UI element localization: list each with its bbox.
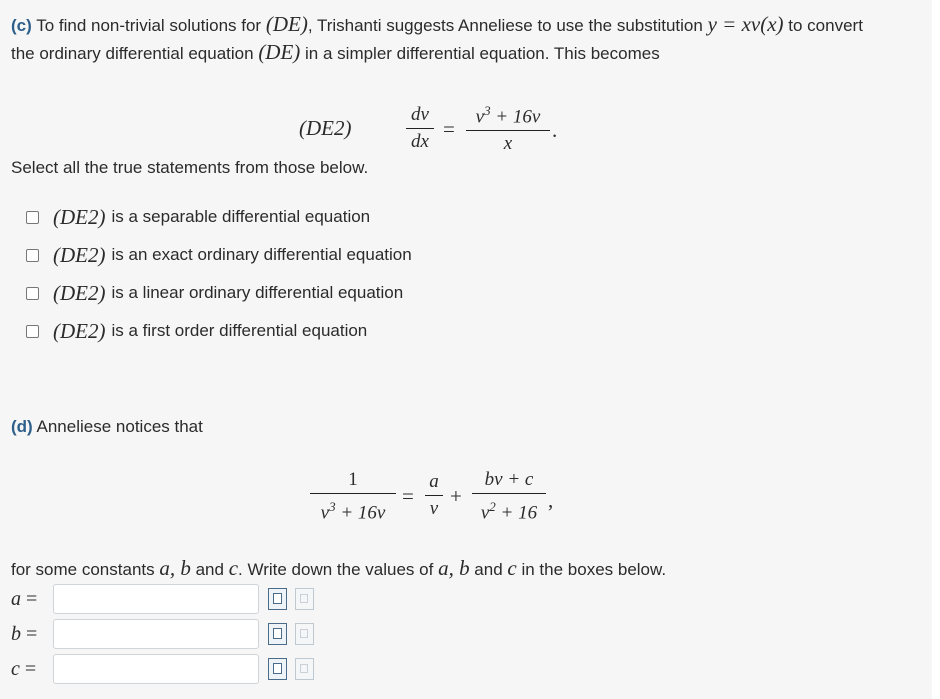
de2-rhs-denominator: x — [503, 133, 513, 155]
part-c-intro-line1 — [11, 12, 863, 37]
de2-period: . — [552, 118, 558, 142]
option-exact[interactable] — [26, 240, 412, 270]
pf-plus: + — [450, 484, 462, 508]
de2-rhs-fraction — [466, 100, 550, 155]
option-math: (DE2) — [53, 318, 106, 343]
answer-row-a — [11, 582, 314, 616]
part-c-intro-text4: the ordinary differential equation — [11, 44, 254, 63]
de-symbol: (DE) — [265, 12, 308, 36]
pf-lhs-numerator: 1 — [348, 469, 358, 490]
dvdx-numerator: dv — [411, 104, 429, 125]
preview-icon[interactable] — [295, 658, 314, 680]
answer-row-b — [11, 617, 314, 651]
option-first-order[interactable] — [26, 316, 367, 346]
part-d-instructions: for some constants a, b and c. Write down the values of a, b and c in the boxes below. — [11, 556, 667, 580]
pf-comma: , — [548, 488, 554, 512]
option-separable[interactable] — [26, 202, 370, 232]
part-c-intro-text1: To find non-trivial solutions for — [36, 16, 262, 35]
pf-term1-numerator: a — [429, 471, 439, 492]
select-prompt: Select all the true statements from those below. — [11, 158, 369, 177]
part-c-intro-text3: to convert — [788, 16, 863, 35]
checkbox[interactable] — [26, 249, 39, 262]
checkbox[interactable] — [26, 211, 39, 224]
answer-row-c — [11, 652, 314, 686]
checkbox[interactable] — [26, 287, 39, 300]
formula-editor-icon[interactable] — [268, 658, 287, 680]
option-text: is a linear ordinary differential equation — [111, 283, 404, 302]
dvdx-denominator: dx — [411, 131, 429, 152]
preview-icon[interactable] — [295, 588, 314, 610]
checkbox[interactable] — [26, 325, 39, 338]
part-c-label: (c) — [11, 16, 32, 35]
answer-input-b[interactable] — [53, 619, 259, 649]
formula-editor-icon[interactable] — [268, 588, 287, 610]
answer-input-a[interactable] — [53, 584, 259, 614]
part-c-intro-text2: , Trishanti suggests Anneliese to use the substitution — [307, 16, 703, 35]
de2-equals: = — [443, 117, 455, 141]
option-text: is an exact ordinary differential equation — [111, 245, 412, 264]
pf-term1-fraction — [425, 471, 443, 520]
pf-equals: = — [402, 484, 414, 508]
option-math: (DE2) — [53, 242, 106, 267]
answer-label-a: a = — [11, 587, 38, 610]
de-symbol-2: (DE) — [258, 40, 301, 64]
pf-term1-denominator: v — [429, 498, 439, 519]
formula-editor-icon[interactable] — [268, 623, 287, 645]
answer-input-c[interactable] — [53, 654, 259, 684]
option-text: is a separable differential equation — [111, 207, 371, 226]
option-math: (DE2) — [53, 280, 106, 305]
pf-lhs-fraction — [310, 469, 396, 524]
part-d-label: (d) — [11, 417, 33, 436]
option-linear[interactable] — [26, 278, 403, 308]
de2-label: (DE2) — [299, 116, 352, 140]
part-d-intro — [11, 417, 203, 437]
option-text: is a first order differential equation — [111, 321, 368, 340]
answer-label-c: c = — [11, 657, 37, 680]
part-c-intro-line2 — [11, 40, 660, 65]
pf-term2-fraction — [472, 469, 546, 524]
dvdx-fraction — [406, 104, 434, 153]
answer-label-b: b = — [11, 622, 38, 645]
option-math: (DE2) — [53, 204, 106, 229]
pf-lhs-denominator: $v^3 + 16v$ — [320, 499, 386, 524]
pf-term2-numerator: bv + c — [484, 469, 534, 490]
pf-term2-denominator: $v^2 + 16$ — [480, 499, 538, 524]
preview-icon[interactable] — [295, 623, 314, 645]
part-c-intro-text5: in a simpler differential equation. This becomes — [305, 44, 660, 63]
part-d-intro-text: Anneliese notices that — [36, 417, 203, 436]
de2-rhs-numerator: $v^3 + 16v$ — [475, 103, 541, 128]
substitution-math: y = xv(x) — [707, 12, 784, 36]
